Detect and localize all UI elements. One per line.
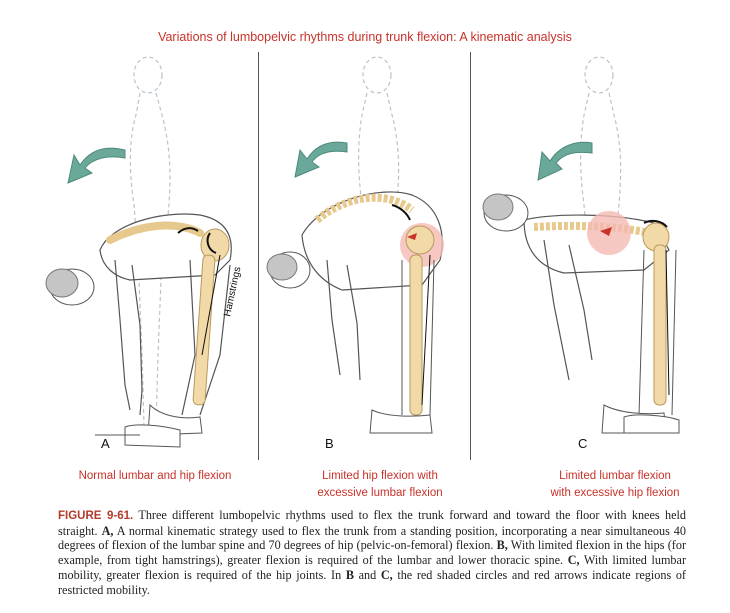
femur-bone (193, 255, 215, 405)
figure-b-ref: B (345, 567, 354, 582)
figure-a-text: A normal kinematic strategy used to flex the trunk from a standing position, incorporating a near simultaneous 40 degrees of flexion of the lumbar spine and 70 degrees of hip (pelvic-on-femoral) flexion. (58, 523, 686, 553)
figure-b-text: With limited flexion in the hips (for example, from tight hamstrings), greater flexion is required of the lumbar and lower thoracic spine. (58, 538, 686, 568)
panel-c-letter: C (578, 436, 588, 451)
panel-c-caption-line1: Limited lumbar flexion (559, 470, 671, 482)
panel-c-illustration (474, 55, 689, 460)
figure-end-text: the red shaded circles and red arrows indicate regions of restricted mobility. (58, 567, 686, 597)
panel-b-caption (285, 468, 475, 502)
panel-divider-1 (258, 52, 259, 460)
figure-intro: Three different lumbopelvic rhythms used to flex the trunk forward and toward the floor with knees held straight. (58, 508, 686, 538)
femur-bone (654, 245, 666, 405)
panel-b-illustration (262, 55, 467, 460)
figure-number: FIGURE 9-61. (58, 510, 134, 522)
figure-b-label: B, (496, 538, 508, 553)
hamstrings-label: Hamstrings (222, 265, 244, 318)
panel-b-letter: B (325, 436, 334, 451)
figure-c-text: With limited lumbar mobility, greater flexion is required of the hip joints. In (58, 553, 686, 582)
femur-bone (410, 255, 422, 415)
figure-caption (58, 508, 686, 597)
panel-c-caption-line2: with excessive hip flexion (550, 487, 680, 499)
motion-arrow-icon (538, 142, 592, 180)
panel-a-illustration (30, 55, 255, 460)
panel-divider-2 (470, 52, 471, 460)
panel-a-letter: A (101, 436, 110, 451)
panel-b-caption-line2: excessive lumbar flexion (317, 487, 443, 499)
panel-a-caption (55, 468, 255, 485)
figure-c-label: C, (567, 553, 580, 568)
panel-c-caption (520, 468, 710, 502)
figure-and-text: and (353, 567, 381, 582)
pelvis-bone (406, 226, 434, 254)
figure-c-ref: C, (380, 567, 393, 582)
motion-arrow-icon (68, 148, 125, 183)
panel-b-caption-line1: Limited hip flexion with (322, 470, 438, 482)
motion-arrow-icon (295, 142, 347, 177)
figure-title: Variations of lumbopelvic rhythms during trunk flexion: A kinematic analysis (158, 30, 572, 44)
panel-a-caption-line1: Normal lumbar and hip flexion (78, 470, 232, 482)
figure-a-label: A, (101, 523, 114, 538)
